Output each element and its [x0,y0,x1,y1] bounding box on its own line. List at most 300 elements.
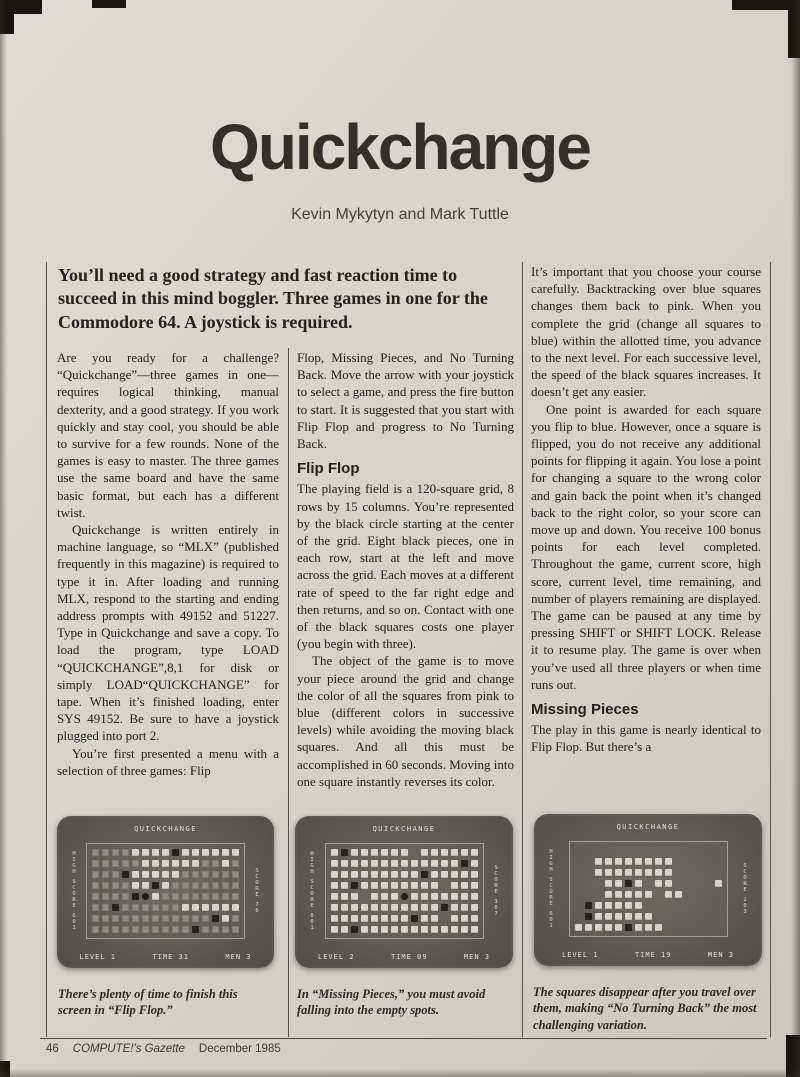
grid-square [665,847,672,854]
grid-square [441,915,448,922]
grid-square [451,849,458,856]
grid-square [411,849,418,856]
grid-square [232,882,239,889]
grid-square [575,847,582,854]
grid-square [371,926,378,933]
grid-square [675,880,682,887]
vertical-label-char: R [310,897,314,903]
grid-square [381,860,388,867]
grid-square [212,871,219,878]
grid-square [715,902,722,909]
grid-square [112,882,119,889]
grid-square [132,871,139,878]
grid-square [595,858,602,865]
black-square [341,849,348,856]
vertical-label-char: G [310,863,314,869]
grid-square [431,871,438,878]
grid-square [401,882,408,889]
grid-square [102,871,109,878]
grid-square [142,926,149,933]
grid-square [381,915,388,922]
grid-square [172,915,179,922]
vertical-label-char: R [494,883,498,889]
grid-square [391,882,398,889]
grid-square [595,902,602,909]
vertical-label-char: H [310,851,314,857]
grid-square [715,869,722,876]
grid-square [331,860,338,867]
grid-square [92,904,99,911]
grid-square [391,893,398,900]
grid-square [675,913,682,920]
grid-square [615,880,622,887]
vertical-label-char: H [310,869,314,875]
status-bar [562,951,734,959]
vertical-label-char: S [494,865,498,871]
black-square [112,904,119,911]
grid-square [635,869,642,876]
vertical-label-char: E [743,887,747,893]
grid-square [715,858,722,865]
grid-square [665,858,672,865]
vertical-label-char: H [72,869,76,875]
grid-square [102,915,109,922]
score-label [740,863,750,915]
grid-square [391,915,398,922]
grid-square [102,849,109,856]
grid-square [92,915,99,922]
grid-square [222,893,229,900]
vertical-label-char: 6 [549,911,553,917]
grid-square [381,893,388,900]
grid-square [685,858,692,865]
vertical-label-char: G [549,861,553,867]
grid-square [142,849,149,856]
grid-square [172,926,179,933]
grid-square [655,880,662,887]
grid-square [575,913,582,920]
black-square [625,924,632,931]
grid-square [341,904,348,911]
grid-square [431,893,438,900]
grid-square [685,869,692,876]
grid-square [441,926,448,933]
grid-square [605,880,612,887]
grid-square [361,871,368,878]
grid-square [182,860,189,867]
grid-square [685,924,692,931]
grid-square [212,849,219,856]
vertical-label-char: O [494,877,498,883]
grid-square [575,924,582,931]
grid-square [202,915,209,922]
vertical-label-char: E [494,889,498,895]
screen-title: QUICKCHANGE [372,825,436,833]
article-column-3 [531,263,761,811]
player-piece [142,893,149,900]
grid-square [152,904,159,911]
grid-square [331,849,338,856]
vertical-label-char: 0 [549,917,553,923]
grid-square [172,860,179,867]
column-rule [46,262,47,1037]
vertical-label-char: S [255,868,259,874]
grid-square [605,891,612,898]
page-number: 46 [46,1043,59,1055]
men-indicator: MEN 3 [707,951,734,959]
grid-square [585,880,592,887]
vertical-label-char: H [549,867,553,873]
grid-square [172,882,179,889]
grid-square [585,858,592,865]
grid-square [232,926,239,933]
grid-square [665,924,672,931]
grid-square [461,915,468,922]
grid-square [615,847,622,854]
grid-square [381,904,388,911]
grid-square [361,926,368,933]
level-indicator: LEVEL 1 [79,953,117,961]
time-indicator: TIME 09 [390,953,428,961]
magazine-name: COMPUTE!'s Gazette [72,1043,185,1055]
grid-square [122,849,129,856]
byline: Kevin Mykytyn and Mark Tuttle [291,206,509,223]
grid-square [675,847,682,854]
vertical-label-char: R [255,886,259,892]
score-label [252,868,262,914]
grid-square [351,849,358,856]
grid-square [331,882,338,889]
grid-square [112,893,119,900]
paragraph: Quickchange is written entirely in machine language, so “MLX” (published frequently in this magazine) is required to type it in. After loading and running MLX, respond to the starting and ending address prompts with 49152 and 51227. Type in Quickchange and save a copy. To load the program, type LOAD “QUICKCHANGE”,8,1 for disk or simply LOAD“QUICKCHANGE” for tape. When it’s finished loading, enter SYS 49152. Be sure to have a joystick plugged into port 2. [57,522,279,744]
grid-square [192,904,199,911]
grid-square [162,860,169,867]
grid-square [615,869,622,876]
grid-square [202,871,209,878]
grid-square [222,871,229,878]
grid-square [132,860,139,867]
grid-square [431,926,438,933]
vertical-label-char: R [743,881,747,887]
grid-square [471,893,478,900]
vertical-label-char: C [310,885,314,891]
grid-square [451,926,458,933]
grid-square [625,847,632,854]
grid-square [192,882,199,889]
grid-square [351,904,358,911]
grid-square [705,880,712,887]
black-square [192,926,199,933]
grid-square [202,849,209,856]
grid-square [655,913,662,920]
black-square [585,913,592,920]
grid-square [595,913,602,920]
grid-square [705,902,712,909]
grid-square [112,871,119,878]
grid-square [381,849,388,856]
grid-square [162,904,169,911]
grid-square [675,858,682,865]
time-indicator: TIME 19 [634,951,672,959]
grid-square [122,893,129,900]
grid-square [595,924,602,931]
grid-square [625,891,632,898]
grid-square [471,915,478,922]
grid-square [645,924,652,931]
grid-square [142,915,149,922]
grid-square [645,880,652,887]
grid-square [715,880,722,887]
grid-square [635,847,642,854]
grid-square [411,860,418,867]
grid-square [391,904,398,911]
grid-square [605,847,612,854]
screen-title: QUICKCHANGE [134,825,197,833]
men-indicator: MEN 3 [463,953,490,961]
grid-square [665,913,672,920]
vertical-label-char: E [549,901,553,907]
grid-square [371,915,378,922]
grid-square [655,902,662,909]
grid-square [112,849,119,856]
vertical-label-char: 3 [494,899,498,905]
status-bar [80,953,252,961]
grid-square [331,871,338,878]
vertical-label-char: E [310,903,314,909]
grid-square [182,882,189,889]
grid-square [361,893,368,900]
grid-square [705,847,712,854]
black-square [411,915,418,922]
grid-square [685,891,692,898]
grid-square [585,869,592,876]
grid-square [371,882,378,889]
grid-square [695,869,702,876]
scan-artifact [92,0,126,8]
grid-square [715,924,722,931]
grid-square [331,904,338,911]
game-screenshot-no-turning-back [534,814,762,966]
grid-square [411,926,418,933]
grid-square [361,882,368,889]
grid-square [202,882,209,889]
footer-rule [40,1038,767,1039]
grid-square [162,871,169,878]
grid-square [361,904,368,911]
vertical-label-char: 6 [72,913,76,919]
grid-square [102,904,109,911]
vertical-label-char: E [72,903,76,909]
grid-square [441,860,448,867]
grid-square [645,902,652,909]
grid-square [585,924,592,931]
grid-square [685,880,692,887]
grid-square [695,902,702,909]
grid-square [635,902,642,909]
grid-square [645,869,652,876]
grid-square [655,924,662,931]
black-square [421,871,428,878]
grid-square [421,860,428,867]
grid-square [431,849,438,856]
grid-square [695,924,702,931]
grid-square [182,893,189,900]
grid-square [645,858,652,865]
vertical-label-char: 0 [310,919,314,925]
grid-square [695,891,702,898]
grid-square [451,860,458,867]
vertical-label-char: C [255,874,259,880]
article-column-2 [297,349,514,811]
grid-square [461,904,468,911]
grid-square [192,849,199,856]
screen-title: QUICKCHANGE [616,823,680,831]
grid-square [655,869,662,876]
grid-square [665,902,672,909]
grid-square [411,882,418,889]
game-grid [86,843,245,939]
grid-square [675,891,682,898]
grid-square [675,924,682,931]
paragraph: Are you ready for a challenge? “Quickchange”—three games in one—requires logical thinking, manual dexterity, and a good strategy. If you work quickly and stay cool, you should be able to survive for a few rounds. None of the games is easy to master. The three games use the same board and have the same basic format, but each has a different twist. [57,350,279,520]
grid-square [172,904,179,911]
grid-square [351,893,358,900]
column-rule [522,262,523,1037]
game-grid [569,841,728,937]
grid-square [421,904,428,911]
grid-square [232,871,239,878]
grid-square [461,849,468,856]
vertical-label-char: 7 [255,902,259,908]
grid-square [471,849,478,856]
grid-square [695,847,702,854]
grid-square [92,893,99,900]
grid-square [152,926,159,933]
grid-square [212,893,219,900]
grid-square [341,882,348,889]
black-square [351,882,358,889]
grid-square [112,860,119,867]
paragraph: Flop, Missing Pieces, and No Turning Back. Move the arrow with your joystick to select a game, and press the fire button to start. It is suggested that you start with Flip Flop and progress to No Turning Back. [297,350,514,452]
grid-square [401,849,408,856]
grid-square [675,902,682,909]
vertical-label-char: I [549,855,553,861]
grid-square [645,891,652,898]
score-label [491,865,501,917]
black-square [351,926,358,933]
grid-square [112,926,119,933]
grid-square [695,858,702,865]
grid-square [371,849,378,856]
grid-square [142,860,149,867]
paragraph: It’s important that you choose your course carefully. Backtracking over blue squares changes them back to pink. When you complete the grid (change all squares to blue) within the allotted time, you advance to the next level. For each successive level, the speed of the black squares increases. It doesn’t get any easier. [531,264,761,400]
grid-square [162,915,169,922]
grid-square [705,891,712,898]
status-bar [318,953,490,961]
grid-square [715,847,722,854]
grid-square [441,893,448,900]
vertical-label-char: O [310,891,314,897]
grid-square [575,869,582,876]
grid-square [441,871,448,878]
grid-square [331,926,338,933]
grid-square [182,926,189,933]
grid-square [371,893,378,900]
grid-square [192,915,199,922]
grid-square [685,913,692,920]
grid-square [471,904,478,911]
vertical-label-char: O [743,875,747,881]
grid-square [182,915,189,922]
grid-square [471,860,478,867]
player-piece [401,893,408,900]
grid-square [615,902,622,909]
grid-square [222,915,229,922]
vertical-label-char: 7 [494,911,498,917]
grid-square [132,882,139,889]
grid-square [232,860,239,867]
grid-square [92,926,99,933]
grid-square [152,860,159,867]
grid-square [441,849,448,856]
grid-square [92,849,99,856]
grid-square [401,926,408,933]
vertical-label-char: O [72,891,76,897]
vertical-label-char: R [72,897,76,903]
vertical-label-char: O [255,880,259,886]
grid-square [371,871,378,878]
high-score-label [307,851,317,931]
paragraph: You’re first presented a menu with a selection of three games: Flip [57,745,279,778]
vertical-label-char: S [549,877,553,883]
footer [46,1043,281,1055]
grid-square [232,904,239,911]
grid-square [655,891,662,898]
black-square [625,880,632,887]
grid-square [212,882,219,889]
page-title: Quickchange [210,111,590,183]
grid-square [232,893,239,900]
grid-square [331,893,338,900]
grid-square [645,847,652,854]
column-rule [288,348,289,1037]
grid-square [172,871,179,878]
grid-square [152,915,159,922]
grid-square [431,860,438,867]
grid-square [162,926,169,933]
grid-square [92,871,99,878]
vertical-label-char: 6 [255,908,259,914]
grid-square [351,871,358,878]
grid-square [421,849,428,856]
grid-square [625,902,632,909]
vertical-label-char: C [494,871,498,877]
grid-square [575,902,582,909]
grid-square [222,904,229,911]
grid-square [451,915,458,922]
grid-square [635,913,642,920]
grid-square [451,882,458,889]
grid-square [431,904,438,911]
paragraph: One point is awarded for each square you flip to blue. However, once a square is flipped, you do not receive any additional points for flipping it again. You lose a point for changing a square to the wrong color and gain back the point when it’s changed back to the right color, so your score can move up and down. You receive 100 bonus points for each level completed. Throughout the game, current score, high score, current level, time remaining, and number of players remaining are displayed. The game can be paused at any time by pressing SHIFT or SHIFT LOCK. Release it to resume play. The game is over when you’ve used all three players or when time runs out. [531,401,761,692]
grid-square [192,871,199,878]
grid-square [122,915,129,922]
grid-square [705,858,712,865]
vertical-label-char: R [549,895,553,901]
grid-square [705,869,712,876]
grid-square [182,871,189,878]
grid-square [232,849,239,856]
